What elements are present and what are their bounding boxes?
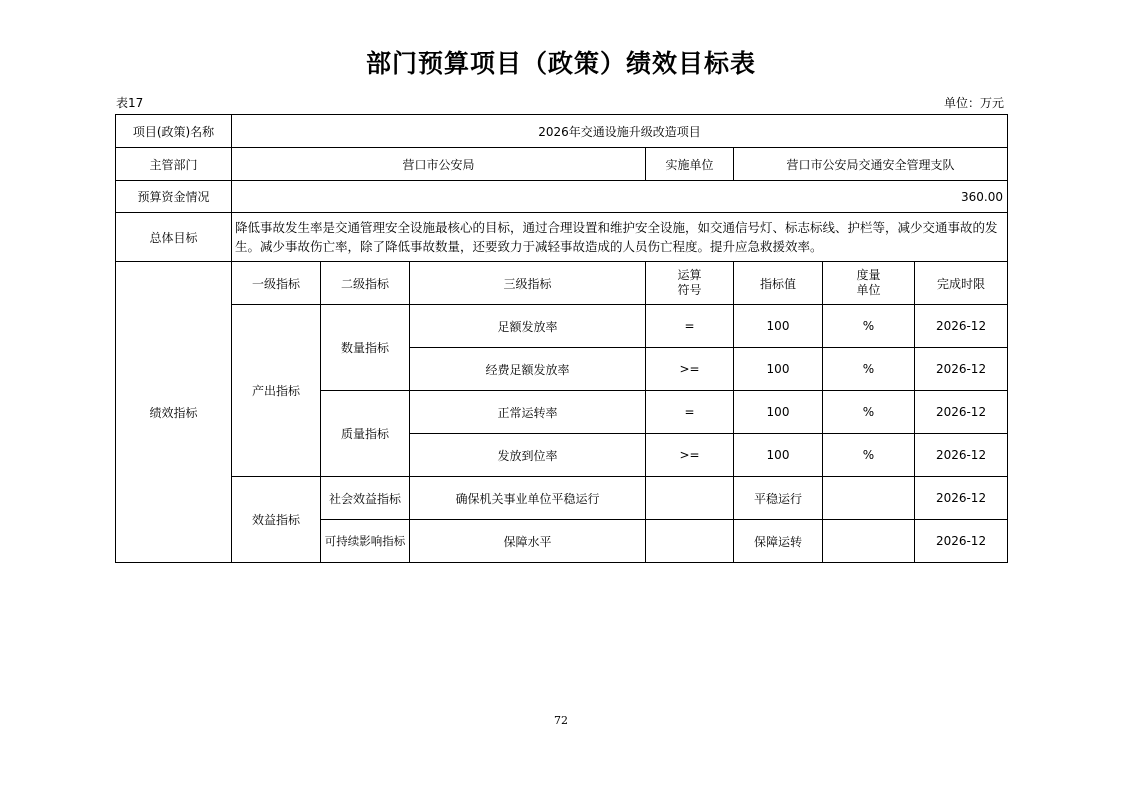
row-unit [823,477,915,520]
row-deadline: 2026-12 [915,477,1008,520]
perf-label: 绩效指标 [116,262,232,563]
goal-label: 总体目标 [116,213,232,262]
performance-table [115,114,1008,563]
row-deadline: 2026-12 [915,391,1008,434]
project-label: 项目(政策)名称 [116,115,232,148]
project-row [116,115,1008,148]
row-unit [823,520,915,563]
group-output: 产出指标 [232,305,321,477]
row-val: 100 [734,434,823,477]
budget-value: 360.00 [232,181,1008,213]
row-unit: % [823,391,915,434]
row-unit: % [823,305,915,348]
row-val: 100 [734,305,823,348]
dept-label: 主管部门 [116,148,232,181]
row-name: 确保机关事业单位平稳运行 [410,477,646,520]
project-value: 2026年交通设施升级改造项目 [232,115,1008,148]
header-l2: 二级指标 [321,262,410,305]
page-title: 部门预算项目（政策）绩效目标表 [365,49,756,78]
table-row [116,305,1008,348]
row-name: 保障水平 [410,520,646,563]
row-val: 平稳运行 [734,477,823,520]
row-name: 正常运转率 [410,391,646,434]
dept-row [116,148,1008,181]
row-name: 发放到位率 [410,434,646,477]
row-op [646,477,734,520]
row-val: 100 [734,348,823,391]
group-quality: 质量指标 [321,391,410,477]
impl-value: 营口市公安局交通安全管理支队 [734,148,1008,181]
row-val: 保障运转 [734,520,823,563]
row-unit: % [823,434,915,477]
row-deadline: 2026-12 [915,434,1008,477]
group-sustain: 可持续影响指标 [321,520,410,563]
row-unit: % [823,348,915,391]
header-deadline: 完成时限 [915,262,1008,305]
header-val: 指标值 [734,262,823,305]
table-number: 表17 [116,96,144,110]
unit-label: 单位：万元 [943,96,1004,110]
page-number: 72 [554,714,568,727]
row-op: >= [646,348,734,391]
header-l1: 一级指标 [232,262,321,305]
table-row [116,477,1008,520]
row-deadline: 2026-12 [915,348,1008,391]
row-op [646,520,734,563]
row-name: 足额发放率 [410,305,646,348]
group-quantity: 数量指标 [321,305,410,391]
budget-label: 预算资金情况 [116,181,232,213]
header-op: 运算符号 [677,268,702,297]
impl-label: 实施单位 [646,148,734,181]
row-op: = [646,305,734,348]
row-val: 100 [734,391,823,434]
header-unit: 度量单位 [856,268,881,297]
goal-text: 降低事故发生率是交通管理安全设施最核心的目标，通过合理设置和维护安全设施，如交通信号灯、标志标线、护栏等，减少交通事故的发生。减少事故伤亡率，除了降低事故数量，还要致力于减轻事故造成的人员伤亡程度。提升应急救援效率。 [232,213,1008,262]
row-op: >= [646,434,734,477]
dept-value: 营口市公安局 [232,148,646,181]
goal-row [116,213,1008,262]
group-benefit: 效益指标 [232,477,321,563]
header-row [116,262,1008,305]
row-deadline: 2026-12 [915,305,1008,348]
row-op: = [646,391,734,434]
budget-row [116,181,1008,213]
row-name: 经费足额发放率 [410,348,646,391]
row-deadline: 2026-12 [915,520,1008,563]
header-l3: 三级指标 [410,262,646,305]
group-social: 社会效益指标 [321,477,410,520]
